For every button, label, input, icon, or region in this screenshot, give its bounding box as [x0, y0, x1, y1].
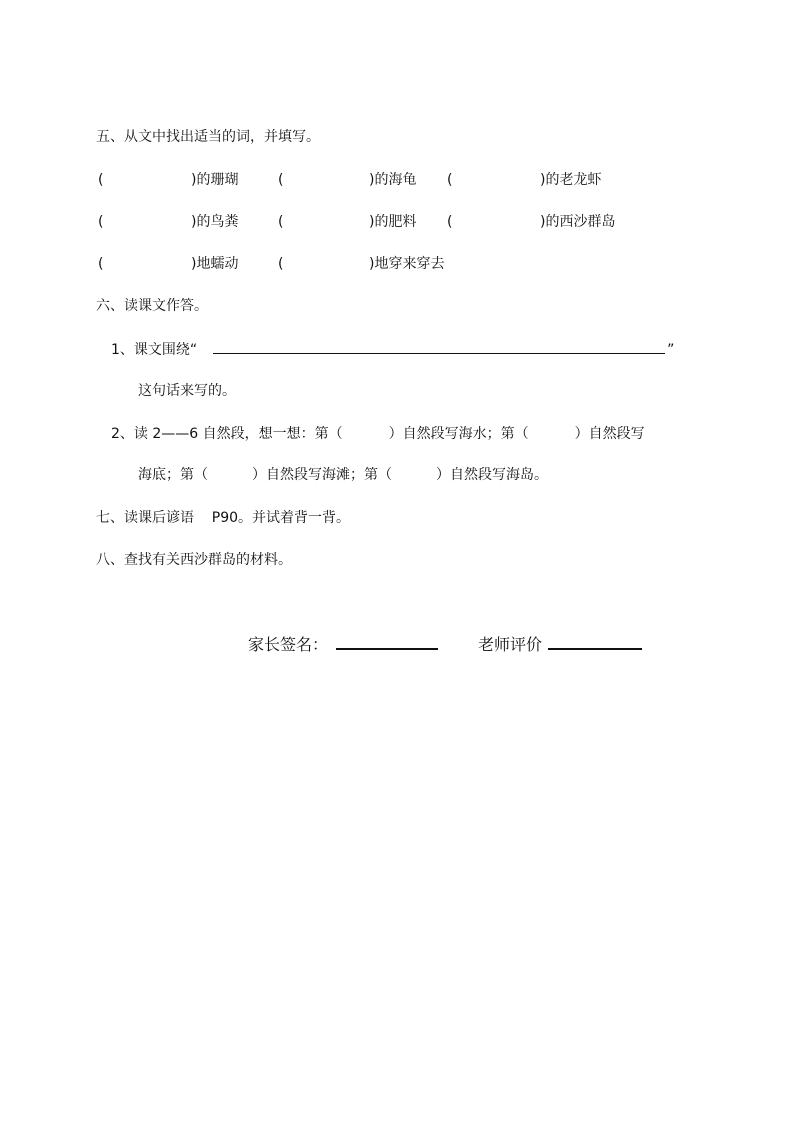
question-1-suffix: ” — [667, 342, 675, 358]
blank-suffix: )的西沙群岛 — [540, 214, 616, 230]
question-1-line-1 — [111, 339, 674, 360]
question-2-line-2 — [138, 465, 548, 485]
question-2-part: ）自然段写 — [574, 426, 645, 442]
question-2-part: ）自然段写海岛。 — [436, 467, 548, 483]
blank-suffix: )的老龙虾 — [540, 172, 602, 188]
paren-open: ( — [447, 172, 453, 188]
section-8-title: 八、查找有关西沙群岛的材料。 — [96, 552, 292, 568]
parent-signature-label: 家长签名： — [248, 635, 329, 654]
blank-suffix: )的鸟粪 — [191, 214, 239, 230]
paren-open: ( — [98, 256, 104, 272]
signature-row — [248, 632, 642, 655]
question-2-line-1 — [111, 424, 645, 444]
paren-open: ( — [278, 256, 284, 272]
teacher-evaluation-label: 老师评价 — [478, 635, 543, 654]
blank-suffix: )的珊瑚 — [191, 172, 239, 188]
paren-open: ( — [278, 172, 284, 188]
section-6-title: 六、读课文作答。 — [96, 298, 208, 314]
question-2-part: ）自然段写海水；第（ — [388, 426, 529, 442]
parent-signature-line — [336, 632, 438, 650]
blank-suffix: )的肥料 — [369, 214, 417, 230]
paren-open: ( — [278, 214, 284, 230]
question-2-part: ）自然段写海滩；第（ — [252, 467, 392, 483]
paren-open: ( — [98, 214, 104, 230]
blank-suffix: )的海龟 — [369, 172, 417, 188]
question-1-prefix: 1、课文围绕“ — [111, 342, 198, 358]
paren-open: ( — [98, 172, 104, 188]
blank-suffix: )地蠕动 — [191, 256, 239, 272]
answer-underline — [213, 339, 665, 354]
teacher-evaluation-line — [548, 632, 642, 650]
question-1-line-2: 这句话来写的。 — [138, 383, 236, 399]
paren-open: ( — [447, 214, 453, 230]
question-2-part: 海底；第（ — [138, 467, 208, 483]
question-2-part: 2、读 2——6 自然段，想一想：第（ — [111, 426, 343, 442]
section-7-title: 七、读课后谚语 P90。并试着背一背。 — [96, 510, 351, 526]
blank-suffix: )地穿来穿去 — [369, 256, 445, 272]
section-5-title: 五、从文中找出适当的词，并填写。 — [96, 129, 320, 145]
